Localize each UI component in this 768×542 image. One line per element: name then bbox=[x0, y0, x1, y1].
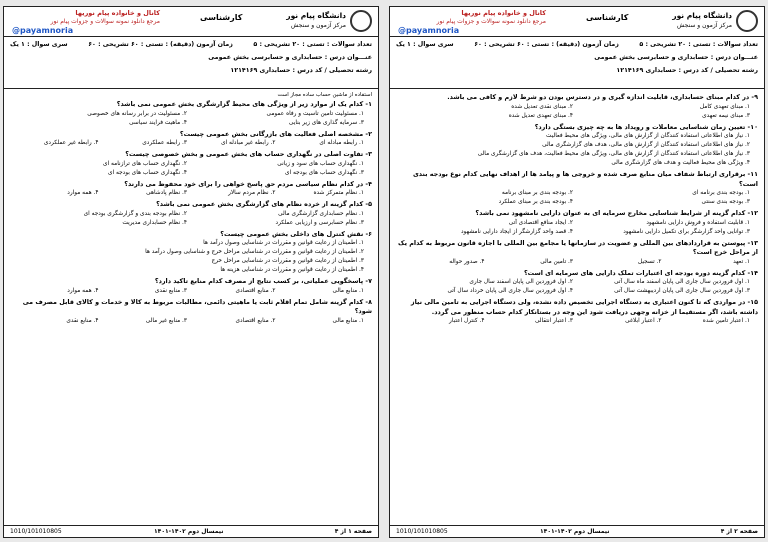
page-header bbox=[4, 7, 378, 37]
question-block bbox=[10, 298, 372, 326]
field-code: رشته تحصیلی / کد درس : حسابداری ۱۲۱۴۱۶۹ bbox=[616, 67, 758, 74]
question-text: ۷- پاسخگویی عملیاتی، بر کسب نتایج از مصرف کدام منابع تاکید دارد؟ bbox=[154, 277, 372, 285]
page-footer bbox=[390, 525, 764, 537]
question-series: سری سوال : ۱ یک bbox=[10, 41, 68, 48]
question-text: ۶- نقش کنترل های داخلی بخش عمومی چیست؟ bbox=[220, 229, 372, 238]
answer-option[interactable]: ۴. نگهداری حساب های بودجه ای bbox=[107, 169, 187, 176]
question-block bbox=[396, 209, 758, 237]
answer-options bbox=[10, 139, 372, 148]
answer-option[interactable]: ۲. ایجاد منافع اقتصادی آتی bbox=[508, 219, 573, 226]
answer-option[interactable]: ۳. نیاز های اطلاعاتی استفاده کنندگان از گزارش های مالی، ویژگی های محیط فعالیت، هدف های گزارشگری مالی bbox=[477, 151, 750, 157]
ad-line-2: مرجع دانلود نمونه سوالات و جزوات پیام نور bbox=[50, 18, 160, 25]
question-block bbox=[10, 130, 372, 149]
question-series: سری سوال : ۱ یک bbox=[396, 41, 454, 48]
question-block bbox=[396, 170, 758, 207]
answer-option[interactable]: ۲. نظام بودجه بندی و گزارشگری بودجه ای bbox=[83, 210, 187, 217]
exam-code: 1010/101010805 bbox=[396, 528, 448, 535]
question-text: ۱۰- تعیین زمان شناسایی معاملات و رویداد ها به چه چیزی بستگی دارد؟ bbox=[534, 122, 758, 131]
answer-options bbox=[396, 189, 758, 207]
answer-option[interactable]: ۲. نیاز های اطلاعاتی استفاده کنندگان از گزارش های مالی، هدف های گزارشگری مالی bbox=[542, 142, 750, 148]
question-text: ۸- کدام گزینه شامل تمام اقلام ثابت یا ماهیتی دائمی، مطالبات مربوط به کالا و خدمات و کالای قابل مصرف می شود؟ bbox=[22, 297, 372, 315]
answer-option[interactable]: ۲. مبنای نقدی تعدیل شده bbox=[511, 103, 573, 110]
question-text: ۱۲- کدام گزینه از شرایط شناسایی مخارج سرمایه ای به عنوان دارایی نامشهود نمی باشد؟ bbox=[475, 209, 758, 217]
answer-option[interactable]: ۱. اول فروردین سال جاری الی پایان اسفند ماه سال آتی bbox=[614, 279, 750, 285]
question-block bbox=[10, 100, 372, 128]
question-block bbox=[396, 239, 758, 267]
answer-option[interactable]: ۳. اول فروردین سال جاری الی پایان اردیبهشت سال آتی bbox=[614, 288, 750, 294]
ad-line-1: کانال و خانواده پیام نوریها bbox=[75, 9, 160, 17]
question-count: تعداد سوالات : تستی : ۲۰ تشریحی : ۵ bbox=[639, 41, 758, 48]
university-logo-icon bbox=[736, 10, 758, 32]
question-count: تعداد سوالات : تستی : ۲۰ تشریحی : ۵ bbox=[253, 41, 372, 48]
answer-option[interactable]: ۱. اعتبار تامین شده bbox=[702, 318, 750, 324]
exam-info bbox=[390, 37, 764, 89]
question-block bbox=[10, 200, 372, 228]
answer-options bbox=[396, 103, 758, 121]
question-text: ۱۵- در مواردی که تا کنون اعتباری به دستگاه اجرایی تخصیص داده نشده، ولی دستگاه اجرایی به تامین مالی نیاز داشته باشد، اگر مستقیما از خزانه وجهی دریافت شود این وجه در بستانکار کدام حساب منظور می گردد. bbox=[410, 298, 758, 316]
answer-option[interactable]: ۲. اول فروردین الی پایان اسفند سال جاری bbox=[469, 279, 573, 285]
answer-option[interactable]: ۴. همه موارد bbox=[67, 287, 99, 294]
answer-option[interactable]: ۳. منابع غیر مالی bbox=[145, 317, 187, 324]
answer-options bbox=[10, 110, 372, 128]
answer-option[interactable]: ۲. منابع اقتصادی bbox=[235, 287, 276, 294]
exam-time: زمان آزمون (دقیقه) : تستی : ۶۰ تشریحی : ۶۰ bbox=[88, 41, 233, 48]
answer-option[interactable]: ۱. نگهداری حساب های سود و زیانی bbox=[277, 160, 364, 167]
answer-option[interactable]: ۴. اطمینان از رعایت قوانین و مقررات در شناسایی هزینه ها bbox=[220, 267, 364, 273]
answer-options bbox=[396, 132, 758, 168]
answer-option[interactable]: ۴. همه موارد bbox=[67, 190, 99, 196]
page-number: صفحه ۲ از ۴ bbox=[720, 528, 758, 535]
answer-options bbox=[396, 219, 758, 237]
ad-line-1: کانال و خانواده پیام نوریها bbox=[461, 9, 546, 17]
answer-option[interactable]: ۱. منابع مالی bbox=[332, 317, 364, 324]
question-block bbox=[396, 269, 758, 297]
exam-center-name: مرکز آزمون و سنجش bbox=[677, 22, 732, 29]
question-block bbox=[10, 150, 372, 178]
answer-option[interactable]: ۲. تسجیل bbox=[638, 258, 662, 265]
answer-option[interactable]: ۴. رابطه غیر عملکردی bbox=[43, 140, 99, 146]
answer-option[interactable]: ۴. صدور حواله bbox=[449, 258, 485, 265]
answer-option[interactable]: ۲. بودجه بندی بر مبنای برنامه bbox=[501, 190, 573, 196]
answer-options bbox=[10, 210, 372, 228]
answer-option[interactable]: ۱. تعهد bbox=[733, 258, 750, 265]
answer-options bbox=[10, 317, 372, 326]
questions-area bbox=[390, 89, 764, 326]
answer-option[interactable]: ۴. نظام حسابداری مدیریت bbox=[122, 219, 187, 226]
answer-option[interactable]: ۳. سرمایه گذاری های زیر بنایی bbox=[288, 119, 364, 126]
answer-option[interactable]: ۱. مسئولیت تامین تاسیت و رفاه عمومی bbox=[266, 110, 364, 117]
course-title: عنـــوان درس : حسابداری و حسابرسی بخش عمومی bbox=[594, 54, 758, 61]
answer-options bbox=[10, 239, 372, 275]
answer-option[interactable]: ۱. نظام متمرکز شده bbox=[313, 190, 364, 196]
answer-option[interactable]: ۲. اطمینان از رعایت قوانین و مقررات در شناسایی مراحل خرج و شناسایی وصول درآمد ها bbox=[145, 249, 364, 255]
answer-option[interactable]: ۲. مسئولیت در برابر رسانه های خصوصی bbox=[87, 110, 187, 117]
question-block bbox=[396, 93, 758, 121]
question-text: ۱- کدام یک از موارد زیر از ویژگی های محیط گزارشگری بخش عمومی نمی باشد؟ bbox=[116, 100, 372, 108]
answer-option[interactable]: ۱. قابلیت استفاده و فروش دارایی نامشهود bbox=[646, 219, 750, 226]
question-text: ۴- در کدام نظام سیاسی مردم حق پاسخ خواهی را برای خود محفوظ می دارند؟ bbox=[124, 179, 372, 188]
answer-option[interactable]: ۴. بودجه بندی بر مبنای عملکرد bbox=[498, 199, 573, 205]
answer-option[interactable]: ۳. توانایی واحد گزارشگر برای تکمیل دارایی نامشهود bbox=[623, 228, 750, 235]
answer-option[interactable]: ۴. ماهیت فرایند سیاسی bbox=[129, 119, 187, 126]
exam-code: 1010/101010805 bbox=[10, 528, 62, 535]
answer-option[interactable]: ۴. قصد واحد گزارشگر از ایجاد دارایی نامشهود bbox=[460, 228, 573, 235]
answer-options bbox=[10, 189, 372, 198]
ad-line-2: مرجع دانلود نمونه سوالات و جزوات پیام نور bbox=[436, 18, 546, 25]
answer-option[interactable]: ۴. ویژگی های محیط فعالیت و هدف های گزارشگری مالی bbox=[611, 160, 750, 166]
channel-ad bbox=[396, 9, 546, 35]
answer-option[interactable]: ۳. اطمینان از رعایت قوانین و مقررات در شناسایی مراحل خرج bbox=[211, 258, 364, 264]
answer-options bbox=[396, 258, 758, 267]
answer-option[interactable]: ۱. بودجه بندی برنامه ای bbox=[692, 190, 750, 196]
page-header bbox=[390, 7, 764, 37]
answer-option[interactable]: ۳. رابطه عملکردی bbox=[142, 140, 187, 146]
question-text: ۱۱- برقراری ارتباط شفاف میان منابع صرف شده و خروجی ها و پیامد ها از اهداف نهایی کدام نوع بودجه بندی است؟ bbox=[412, 170, 758, 188]
answer-option[interactable]: ۱. نظام حسابداری گزارشگری مالی bbox=[278, 210, 364, 217]
answer-option[interactable]: ۳. تامین مالی bbox=[540, 258, 573, 265]
answer-option[interactable]: ۳. منابع نقدی bbox=[154, 287, 187, 294]
question-block bbox=[10, 230, 372, 276]
answer-option[interactable]: ۲. نگهداری حساب های ترازنامه ای bbox=[103, 160, 187, 167]
question-text: ۵- کدام گزینه از خرده نظام های گزارشگری بخش عمومی نمی باشد؟ bbox=[156, 200, 372, 208]
question-text: ۲- مشخصه اصلی فعالیت های بازرگانی بخش عمومی چیست؟ bbox=[179, 129, 372, 138]
answer-option[interactable]: ۳. بودجه بندی سنتی bbox=[701, 199, 750, 205]
question-block bbox=[10, 180, 372, 199]
answer-option[interactable]: ۴. اول فروردین سال جاری الی پایان خرداد سال آتی bbox=[447, 288, 573, 294]
question-block bbox=[396, 298, 758, 326]
answer-option[interactable]: ۱. مبنای تعهدی کامل bbox=[699, 103, 750, 110]
answer-option[interactable]: ۲. منابع اقتصادی bbox=[235, 317, 276, 324]
question-text: ۱۳- پیوستن به قراردادهای بین المللی و عضویت در سازمانها یا مجامع بین المللی با اجازه قانون مربوط به کدام یک از مراحل خرج است؟ bbox=[398, 238, 758, 256]
exam-level: کارشناسی bbox=[200, 13, 243, 22]
answer-option[interactable]: ۱. منابع مالی bbox=[332, 287, 364, 294]
exam-time: زمان آزمون (دقیقه) : تستی : ۶۰ تشریحی : ۶۰ bbox=[474, 41, 619, 48]
field-code: رشته تحصیلی / کد درس : حسابداری ۱۲۱۴۱۶۹ bbox=[230, 67, 372, 74]
channel-handle[interactable]: @payamnoria bbox=[398, 26, 460, 35]
answer-option[interactable]: ۳. نظام حسابرسی و ارزیابی عملکرد bbox=[275, 219, 364, 226]
answer-option[interactable]: ۲. اعتبار ابلاغی bbox=[625, 318, 662, 324]
answer-option[interactable]: ۳. مبنای نیمه تعهدی bbox=[702, 112, 750, 119]
semester: نیمسال دوم ۱۴۰۲-۱۴۰۱ bbox=[154, 528, 224, 535]
answer-options bbox=[10, 160, 372, 178]
university-logo-icon bbox=[350, 10, 372, 32]
channel-ad bbox=[10, 9, 160, 35]
question-block bbox=[10, 277, 372, 296]
answer-option[interactable]: ۳. نظام پادشاهی bbox=[146, 190, 187, 196]
exam-page-1 bbox=[3, 6, 379, 538]
answer-option[interactable]: ۳. نگهداری حساب های بودجه ای bbox=[284, 169, 364, 176]
exam-level: کارشناسی bbox=[586, 13, 629, 22]
exam-center-name: مرکز آزمون و سنجش bbox=[291, 22, 346, 29]
exam-info bbox=[4, 37, 378, 89]
answer-option[interactable]: ۲. رابطه غیر مبادله ای bbox=[221, 140, 276, 146]
answer-option[interactable]: ۴. مبنای تعهدی تعدیل شده bbox=[508, 112, 573, 119]
question-text: ۹- در کدام مبنای حسابداری، قابلیت اندازه گیری و در دسترس بودن دو شرط لازم و کافی می باشد. bbox=[447, 93, 758, 101]
answer-options bbox=[10, 287, 372, 296]
course-title: عنـــوان درس : حسابداری و حسابرسی بخش عمومی bbox=[208, 54, 372, 61]
exam-page-2 bbox=[389, 6, 765, 538]
university-name: دانشگاه پیام نور bbox=[672, 11, 732, 20]
semester: نیمسال دوم ۱۴۰۲-۱۴۰۱ bbox=[540, 528, 610, 535]
answer-option[interactable]: ۱. رابطه مبادله ای bbox=[319, 140, 364, 146]
answer-options bbox=[396, 317, 758, 326]
channel-handle[interactable]: @payamnoria bbox=[12, 26, 74, 35]
answer-option[interactable]: ۲. نظام مردم سالار bbox=[228, 190, 276, 196]
answer-option[interactable]: ۳. اعتبار انتقالی bbox=[534, 318, 573, 324]
questions-area bbox=[4, 89, 378, 326]
question-text: ۳- تفاوت اصلی در نگهداری حساب های بخش عمومی و بخش خصوصی چیست؟ bbox=[125, 150, 372, 158]
page-number: صفحه ۱ از ۴ bbox=[334, 528, 372, 535]
page-footer bbox=[4, 525, 378, 537]
answer-option[interactable]: ۱. نیاز های اطلاعاتی استفاده کنندگان از گزارش های مالی، ویژگی های محیط فعالیت bbox=[546, 133, 750, 139]
answer-option[interactable]: ۴. کنترل اعتبار bbox=[449, 318, 485, 324]
answer-option[interactable]: ۴. منابع نقدی bbox=[66, 317, 99, 324]
calculator-note: استفاده از ماشین حساب ساده مجاز است bbox=[277, 92, 372, 98]
question-text: ۱۴- کدام گزینه دوره بودجه ای اعتبارات تملک دارایی های سرمایه ای است؟ bbox=[523, 268, 758, 277]
answer-options bbox=[396, 278, 758, 296]
university-name: دانشگاه پیام نور bbox=[286, 11, 346, 20]
question-block bbox=[396, 123, 758, 169]
answer-option[interactable]: ۱. اطمینان از رعایت قوانین و مقررات در شناسایی وصول درآمد ها bbox=[203, 240, 364, 246]
